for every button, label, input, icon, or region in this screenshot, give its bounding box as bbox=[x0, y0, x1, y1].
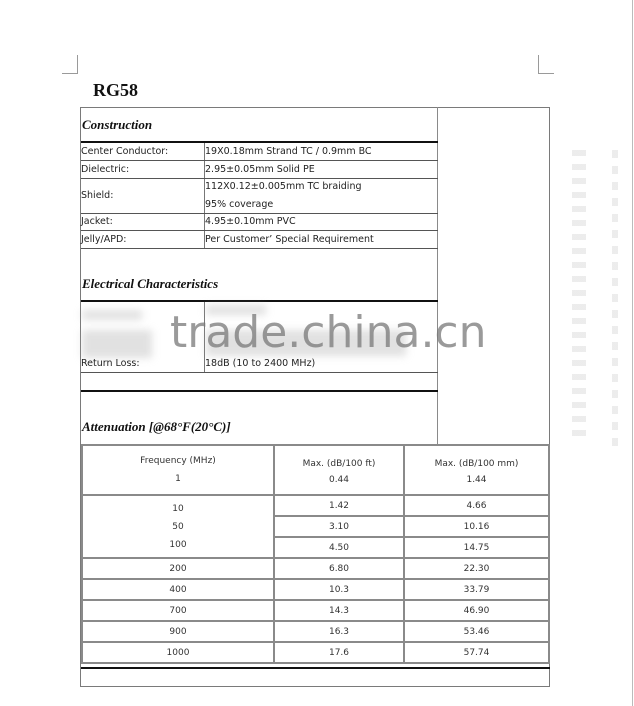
frequency-value: 10 bbox=[172, 503, 184, 514]
frequency-cell: 200 bbox=[82, 558, 274, 579]
mm-header: Max. (dB/100 mm) bbox=[434, 459, 519, 469]
ft-cell: 6.80 bbox=[274, 558, 404, 579]
ft-cell: 17.6 bbox=[274, 642, 404, 663]
row-label: Jacket: bbox=[81, 216, 113, 227]
faint-background-text bbox=[612, 150, 618, 450]
ft-value: 0.44 bbox=[328, 475, 350, 485]
row-value: Per Customer’ Special Requirement bbox=[205, 234, 374, 245]
table-row bbox=[82, 579, 549, 600]
blurred-row bbox=[82, 330, 152, 358]
divider bbox=[81, 213, 438, 214]
row-value: 112X0.12±0.005mm TC braiding bbox=[205, 181, 362, 192]
column-divider bbox=[437, 107, 438, 444]
row-label: Center Conductor: bbox=[81, 146, 169, 157]
frequency-header-cell bbox=[82, 445, 274, 495]
mm-value: 1.44 bbox=[466, 475, 487, 485]
divider bbox=[81, 178, 438, 179]
row-label: Shield: bbox=[81, 190, 114, 201]
divider bbox=[81, 300, 438, 302]
mm-cell: 10.16 bbox=[404, 516, 549, 537]
ft-cell: 3.10 bbox=[274, 516, 404, 537]
faint-background-text bbox=[572, 150, 586, 440]
mm-cell: 4.66 bbox=[404, 495, 549, 516]
divider bbox=[81, 372, 438, 373]
mm-cell: 14.75 bbox=[404, 537, 549, 558]
ft-cell: 14.3 bbox=[274, 600, 404, 621]
divider bbox=[81, 667, 550, 669]
frequency-value: 1 bbox=[175, 474, 181, 484]
row-value-2: 95% coverage bbox=[205, 199, 274, 210]
divider bbox=[81, 248, 438, 249]
frequency-value: 50 bbox=[172, 521, 184, 532]
mm-cell: 46.90 bbox=[404, 600, 549, 621]
blurred-row bbox=[82, 310, 142, 320]
mm-cell: 33.79 bbox=[404, 579, 549, 600]
row-value: 19X0.18mm Strand TC / 0.9mm BC bbox=[205, 146, 372, 157]
frequency-cell: 400 bbox=[82, 579, 274, 600]
row-label: Return Loss: bbox=[81, 358, 140, 369]
frequency-cell: 700 bbox=[82, 600, 274, 621]
table-row bbox=[82, 642, 549, 663]
frequency-group-cell bbox=[82, 495, 274, 558]
mm-cell: 57.74 bbox=[404, 642, 549, 663]
document-title: RG58 bbox=[93, 80, 138, 100]
table-row bbox=[82, 621, 549, 642]
divider bbox=[81, 141, 438, 143]
ft-cell: 1.42 bbox=[274, 495, 404, 516]
row-value: 18dB (10 to 2400 MHz) bbox=[205, 358, 316, 369]
mm-cell: 22.30 bbox=[404, 558, 549, 579]
row-value: 2.95±0.05mm Solid PE bbox=[205, 164, 315, 175]
ft-header-cell bbox=[274, 445, 404, 495]
divider bbox=[81, 390, 438, 392]
divider bbox=[81, 160, 438, 161]
ft-cell: 16.3 bbox=[274, 621, 404, 642]
divider bbox=[81, 230, 438, 231]
crop-mark-left bbox=[62, 55, 78, 74]
ft-cell: 4.50 bbox=[274, 537, 404, 558]
row-label: Dielectric: bbox=[81, 164, 130, 175]
table-row bbox=[82, 600, 549, 621]
crop-mark-right bbox=[538, 55, 554, 74]
electrical-heading: Electrical Characteristics bbox=[82, 276, 219, 291]
frequency-cell: 1000 bbox=[82, 642, 274, 663]
attenuation-table bbox=[81, 444, 550, 664]
attenuation-heading: Attenuation [@68°F(20°C)] bbox=[82, 419, 231, 434]
frequency-cell: 900 bbox=[82, 621, 274, 642]
ft-cell: 10.3 bbox=[274, 579, 404, 600]
table-row bbox=[82, 495, 549, 516]
construction-heading: Construction bbox=[82, 117, 153, 132]
mm-header-cell bbox=[404, 445, 549, 495]
mm-cell: 53.46 bbox=[404, 621, 549, 642]
table-row bbox=[82, 558, 549, 579]
row-value: 4.95±0.10mm PVC bbox=[205, 216, 296, 227]
watermark: trade.china.cn bbox=[170, 307, 487, 358]
frequency-value: 100 bbox=[169, 539, 187, 550]
table-header-row bbox=[82, 445, 549, 495]
page-edge bbox=[632, 0, 633, 706]
frequency-header: Frequency (MHz) bbox=[140, 456, 216, 466]
row-label: Jelly/APD: bbox=[81, 234, 127, 245]
ft-header: Max. (dB/100 ft) bbox=[302, 459, 376, 469]
